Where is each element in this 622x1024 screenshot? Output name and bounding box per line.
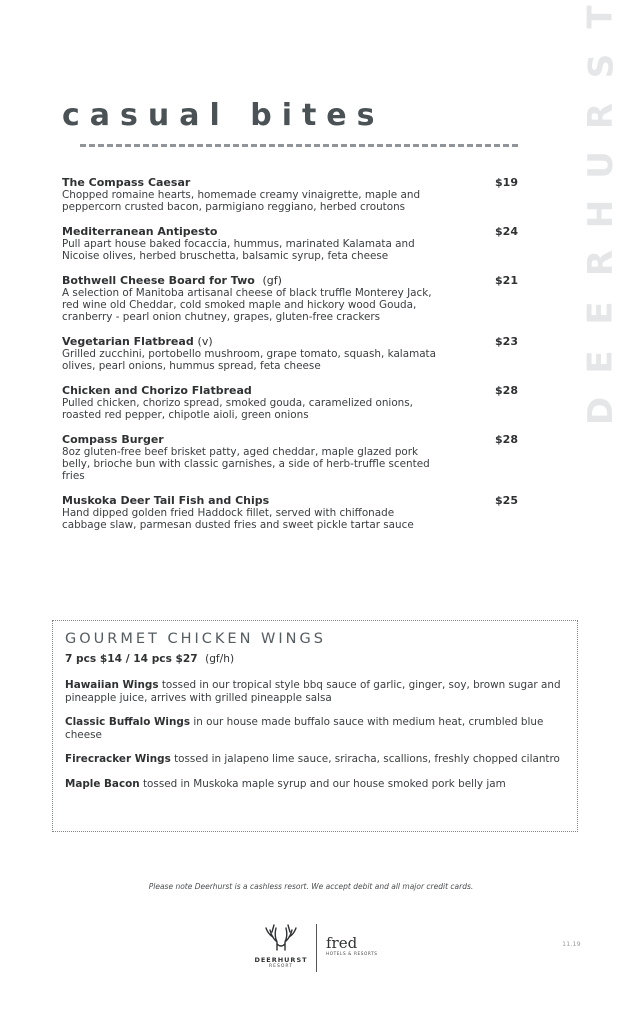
menu-item <box>62 335 532 372</box>
wing-flavor-description: tossed in our tropical style bbq sauce of garlic, ginger, soy, brown sugar and pineapple juice, arrives with grilled pineapple salsa <box>65 679 561 704</box>
wing-flavor <box>65 778 565 791</box>
side-brand-letter: D <box>580 396 621 426</box>
menu-item-description: A selection of Manitoba artisanal cheese of black truffle Monterey Jack, red wine old Cheddar, cold smoked maple and hickory wood Gouda, cranberry - pearl onion chutney, grapes, gluten-free crackers <box>62 287 432 323</box>
menu-item-name: Muskoka Deer Tail Fish and Chips <box>62 494 270 507</box>
menu-list <box>62 176 532 543</box>
wings-section <box>52 620 578 832</box>
menu-item-description: Grilled zucchini, portobello mushroom, grape tomato, squash, kalamata olives, pearl onions, hummus spread, feta cheese <box>62 348 436 372</box>
side-brand-letter: E <box>580 300 621 325</box>
side-brand-letter: H <box>581 199 621 229</box>
payment-note: Please note Deerhurst is a cashless resort. We accept debit and all major credit cards. <box>148 882 474 891</box>
menu-item-price: $19 <box>495 176 518 189</box>
menu-item-price: $28 <box>495 433 518 446</box>
title-divider <box>80 144 518 147</box>
menu-item-name: Bothwell Cheese Board for Two (gf) <box>62 274 282 287</box>
wing-flavor <box>65 679 565 704</box>
wing-flavor-description: in our house made buffalo sauce with medium heat, crumbled blue cheese <box>65 716 544 741</box>
menu-item-description: Pull apart house baked focaccia, hummus, marinated Kalamata and Nicoise olives, herbed bruschetta, balsamic syrup, feta cheese <box>62 238 415 262</box>
logo-divider <box>316 924 317 972</box>
wing-flavor <box>65 753 565 766</box>
dietary-tag: (gf/h) <box>205 653 235 665</box>
fred-wordmark: fred <box>326 934 358 952</box>
menu-item-description: 8oz gluten-free beef brisket patty, aged cheddar, maple glazed pork belly, brioche bun with classic garnishes, a side of herb-truffle scented fries <box>62 446 430 482</box>
menu-item-price: $23 <box>495 335 518 348</box>
wing-flavor-description: tossed in jalapeno lime sauce, sriracha, scallions, freshly chopped cilantro <box>174 753 560 765</box>
menu-item <box>62 494 532 531</box>
fred-subtitle: HOTELS & RESORTS <box>326 951 378 956</box>
wing-flavor-name: Firecracker Wings <box>65 753 171 765</box>
dietary-tag: (gf) <box>262 274 282 287</box>
side-brand-letter: R <box>581 250 621 277</box>
menu-item-price: $24 <box>495 225 518 238</box>
side-brand-wordmark <box>580 0 621 428</box>
wings-price: 7 pcs $14 / 14 pcs $27 (gf/h) <box>65 653 235 665</box>
menu-item-name: Chicken and Chorizo Flatbread <box>62 384 252 397</box>
deerhurst-subtitle: RESORT <box>269 964 293 969</box>
menu-item-price: $25 <box>495 494 518 507</box>
side-brand-letter: E <box>580 350 621 374</box>
menu-item-description: Chopped romaine hearts, homemade creamy vinaigrette, maple and peppercorn crusted bacon, parmigiano reggiano, herbed croutons <box>62 189 421 213</box>
menu-item <box>62 176 532 213</box>
side-brand-letter: U <box>580 150 621 179</box>
menu-item <box>62 433 532 482</box>
menu-item-name: The Compass Caesar <box>62 176 191 189</box>
wing-flavor-description: tossed in Muskoka maple syrup and our house smoked pork belly jam <box>142 777 506 790</box>
menu-item-description: Hand dipped golden fried Haddock fillet, served with chiffonade cabbage slaw, parmesan dusted fries and sweet pickle tartar sauce <box>62 507 414 531</box>
print-code: 11.19 <box>562 940 581 948</box>
menu-item-description: Pulled chicken, chorizo spread, smoked gouda, caramelized onions, roasted red pepper, chipotle aioli, green onions <box>62 397 413 421</box>
deerhurst-logo <box>250 922 312 969</box>
wing-flavor-name: Maple Bacon <box>65 777 140 790</box>
menu-item-name: Compass Burger <box>62 433 164 446</box>
menu-item-price: $28 <box>495 384 518 397</box>
menu-item-name: Mediterranean Antipesto <box>62 225 218 238</box>
wing-flavor-name: Classic Buffalo Wings <box>65 716 191 728</box>
menu-item-price: $21 <box>495 274 518 287</box>
menu-item-name: Vegetarian Flatbread (v) <box>62 335 213 348</box>
fred-logo <box>326 936 386 956</box>
wings-title: GOURMET CHICKEN WINGS <box>65 631 326 647</box>
dietary-tag: (v) <box>197 335 213 348</box>
menu-item <box>62 384 532 421</box>
deerhurst-wordmark: DEERHURST <box>254 956 308 964</box>
wing-flavor <box>65 716 565 741</box>
menu-item <box>62 225 532 262</box>
menu-item <box>62 274 532 323</box>
page-title: casual bites <box>62 98 385 133</box>
logo-block <box>250 922 400 978</box>
antler-icon <box>264 922 298 952</box>
wing-flavor-name: Hawaiian Wings <box>65 679 159 691</box>
side-brand-letter: S <box>581 54 621 79</box>
side-brand-letter: R <box>581 102 621 129</box>
side-brand-letter: T <box>580 5 621 29</box>
